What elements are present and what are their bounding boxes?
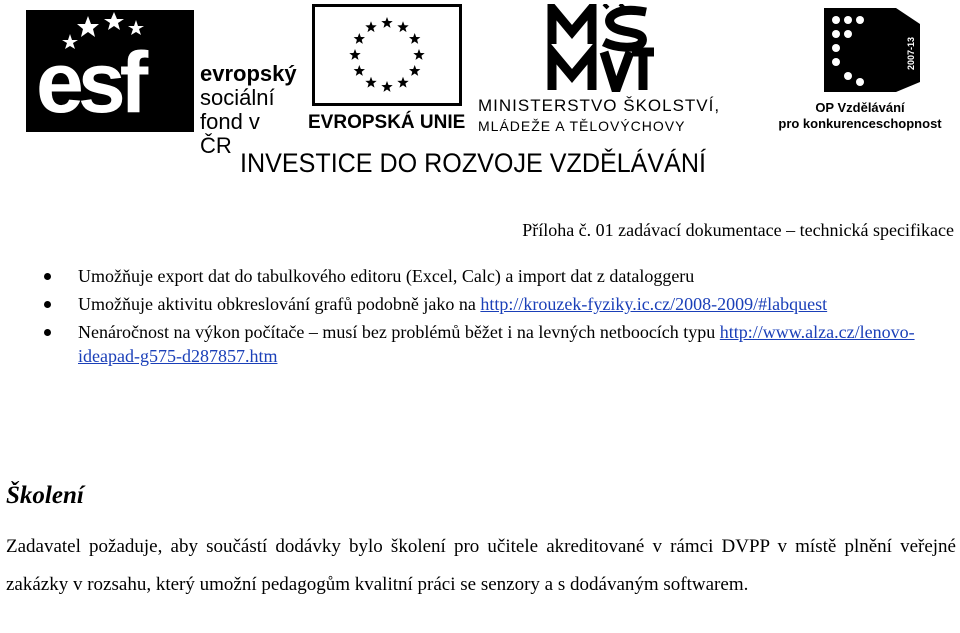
- opvk-line-2: pro konkurenceschopnost: [778, 116, 942, 131]
- eu-star-icon: [413, 49, 424, 60]
- esf-line-3: fond v ČR: [200, 109, 260, 158]
- opvk-text: [760, 100, 960, 132]
- opvk-mark-icon: [790, 4, 930, 96]
- attachment-label: Příloha č. 01 zadávací dokumentace – technická specifikace: [522, 220, 954, 240]
- msmt-line-2: MLÁDEŽE A TĚLOVÝCHOVY: [478, 118, 686, 134]
- esf-letters: esf: [36, 35, 143, 131]
- eu-star-icon: [354, 33, 365, 44]
- eu-flag-icon: [312, 4, 462, 106]
- msmt-mark-icon: [546, 4, 656, 92]
- eu-logo: [308, 4, 472, 134]
- eu-star-icon: [409, 33, 420, 44]
- eu-star-icon: [381, 17, 392, 28]
- feature-list: [40, 264, 945, 372]
- esf-text: [200, 62, 297, 158]
- list-item-text: Umožňuje aktivitu obkreslování grafů podobně jako na: [78, 294, 481, 314]
- list-item-text: Nenáročnost na výkon počítače – musí bez problémů běžet i na levných netboocích typu: [78, 322, 720, 342]
- eu-star-icon: [381, 81, 392, 92]
- krouzek-fyziky-link[interactable]: http://krouzek-fyziky.ic.cz/2008-2009/#labquest: [480, 294, 828, 314]
- eu-star-icon: [409, 65, 420, 76]
- eu-star-icon: [397, 77, 408, 88]
- eu-star-icon: [354, 65, 365, 76]
- eu-label: EVROPSKÁ UNIE: [308, 112, 466, 133]
- msmt-logo: [478, 4, 758, 134]
- alza-link[interactable]: http://www.alza.cz/lenovo-ideapad-g575-d287857.htm: [78, 322, 915, 366]
- eu-star-icon: [349, 49, 360, 60]
- eu-star-icon: [365, 77, 376, 88]
- eu-star-icon: [365, 21, 376, 32]
- list-item: [40, 292, 945, 316]
- msmt-line-1: MINISTERSTVO ŠKOLSTVÍ,: [478, 96, 721, 115]
- msmt-text: [478, 96, 720, 136]
- opvk-line-1: OP Vzdělávání: [815, 100, 905, 115]
- list-item-text: Umožňuje export dat do tabulkového editoru (Excel, Calc) a import dat z dataloggeru: [78, 266, 695, 286]
- list-item: [40, 264, 945, 288]
- opvk-years: 2007-13: [906, 36, 916, 70]
- section-heading: Školení: [6, 482, 84, 509]
- section-body: Zadavatel požaduje, aby součástí dodávky bylo školení pro učitele akreditované v rámci DVPP v místě plnění veřejné zakázky v rozsahu, který umožní pedagogům kvalitní práci se senzory a s dodávaným softwarem.: [6, 536, 956, 595]
- esf-line-2: sociální: [200, 85, 275, 110]
- eu-star-icon: [397, 21, 408, 32]
- header-logos: [0, 0, 960, 158]
- eu-stars-icon: [315, 7, 459, 103]
- esf-logo: [18, 6, 297, 158]
- list-item: [40, 320, 945, 368]
- tagline: INVESTICE DO ROZVOJE VZDĚLÁVÁNÍ: [240, 148, 707, 178]
- esf-logo-block: [26, 10, 194, 132]
- opvk-logo: [760, 4, 960, 134]
- esf-line-1: evropský: [200, 61, 297, 86]
